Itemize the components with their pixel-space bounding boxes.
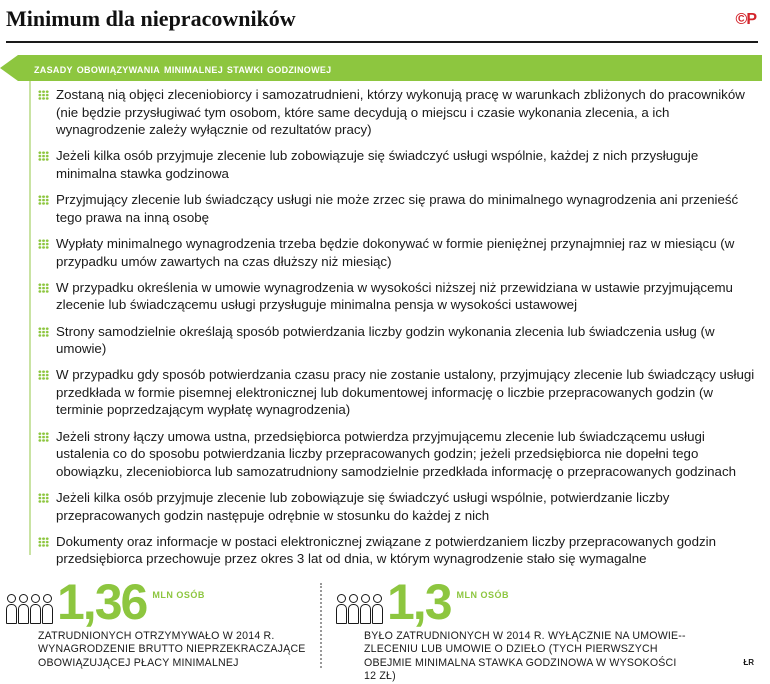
list-item: Jeżeli kilka osób przyjmuje zlecenie lub zobowiązuje się świadczyć usługi wspólnie, każdej z nich przysługuje minimalna stawka godzinowa — [38, 147, 760, 182]
stat-description: BYŁO ZATRUDNIONYCH W 2014 R. WYŁĄCZNIE NA UMOWIE--ZLECENIU LUB UMOWIE O DZIEŁO (TYCH PIERWSZYCH OBEJMIE MINIMALNA STAWKA GODZINOWA W WYSOKOŚCI 12 ZŁ) — [364, 630, 686, 683]
stat-block-2 — [336, 574, 686, 684]
list-item: Wypłaty minimalnego wynagrodzenia trzeba będzie dokonywać w formie pieniężnej przynajmniej raz w miesiącu (w przypadku umów zawartych na czas dłuższy niż miesiąc) — [38, 235, 760, 270]
dot-grid-icon — [38, 537, 49, 547]
stat-description: ZATRUDNIONYCH OTRZYMYWAŁO W 2014 R. WYNAGRODZENIE BRUTTO NIEPRZEKRACZAJĄCE OBOWIĄZUJĄCEJ PŁACY MINIMALNEJ — [38, 630, 306, 669]
banner-label: zasady obowiązywania minimalnej stawki godzinowej — [34, 60, 332, 76]
dot-grid-icon — [38, 151, 49, 161]
list-item: Strony samodzielnie określają sposób potwierdzania liczby godzin wykonania zlecenia lub świadczenia usług (w umowie) — [38, 323, 760, 358]
banner-arrow-shape — [0, 55, 18, 81]
stat-value: 1,36 — [57, 574, 147, 630]
dot-grid-icon — [38, 239, 49, 249]
stat-unit: MLN OSÓB — [152, 590, 205, 600]
stats-divider — [320, 583, 322, 668]
list-item: Zostaną nią objęci zleceniobiorcy i samozatrudnieni, którzy wykonują pracę w warunkach zbliżonych do pracowników (nie będzie przysługiwać tym osobom, które same decydują o miejscu i czasie wykonania zlecenia, a ich wynagrodzenie zależy wyłącznie od rezultatów pracy) — [38, 86, 760, 139]
dot-grid-icon — [38, 432, 49, 442]
banner-bar — [18, 55, 762, 81]
dot-grid-icon — [38, 195, 49, 205]
list-item: Jeżeli kilka osób przyjmuje zlecenie lub zobowiązuje się świadczyć usługi wspólnie, potwierdzanie liczby przepracowanych godzin następuje odrębnie w stosunku do każdej z nich — [38, 489, 760, 524]
people-icon — [336, 594, 383, 624]
page-title: Minimum dla niepracowników — [6, 6, 296, 31]
stat-unit: MLN OSÓB — [456, 590, 510, 600]
author-credit: ŁR — [743, 658, 754, 667]
dot-grid-icon — [38, 327, 49, 337]
list-guide-line — [29, 81, 31, 555]
dot-grid-icon — [38, 493, 49, 503]
publisher-logo: ©P — [735, 11, 756, 28]
list-item: W przypadku gdy sposób potwierdzania czasu pracy nie zostanie ustalony, przyjmujący zlecenie lub świadczący usługi przedkłada w formie pisemnej elektronicznej lub dokumentowej informację o liczbie przepracowanych godzin (w terminie poprzedzającym wypłatę wynagrodzenia) — [38, 366, 760, 419]
people-icon — [6, 594, 53, 624]
list-item: Jeżeli strony łączy umowa ustna, przedsiębiorca potwierdza przyjmującemu zlecenie lub świadczącemu usługi ustalenia co do sposobu potwierdzania liczby przepracowanych godzin; jeżeli przedsiębiorca nie dopełni tego obowiązku, zleceniobiorca lub samozatrudniony samodzielnie przedkłada informację o przepracowanych godzinach — [38, 428, 760, 481]
title-rule — [6, 41, 758, 43]
dot-grid-icon — [38, 370, 49, 380]
stat-block-1 — [6, 574, 306, 670]
list-item: W przypadku określenia w umowie wynagrodzenia w wysokości niższej niż przewidziana w ustawie przyjmującemu zlecenie lub świadczącemu usługi przysługuje minimalna pensja w wysokości ustawowej — [38, 279, 760, 314]
rules-list — [38, 86, 760, 577]
section-banner — [0, 55, 762, 81]
stat-value: 1,3 — [387, 574, 451, 630]
list-item: Przyjmujący zlecenie lub świadczący usługi nie może zrzec się prawa do minimalnego wynagrodzenia ani przenieść tego prawa na inną osobę — [38, 191, 760, 226]
dot-grid-icon — [38, 90, 49, 100]
dot-grid-icon — [38, 283, 49, 293]
list-item: Dokumenty oraz informacje w postaci elektronicznej związane z potwierdzaniem liczby przepracowanych godzin przedsiębiorca przechowuje przez okres 3 lat od dnia, w którym wynagrodzenie stało się wymagalne — [38, 533, 760, 568]
